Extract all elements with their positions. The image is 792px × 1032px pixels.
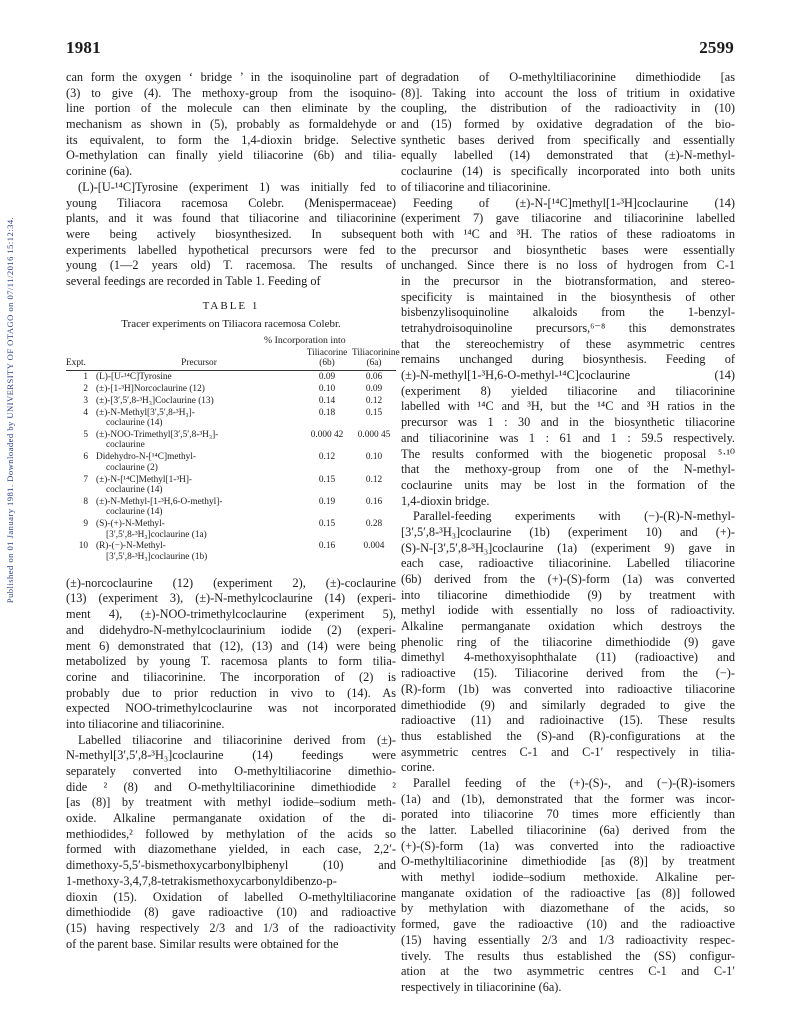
text-line: each case, radioactive tiliacorinine. Labelled tiliacorine: [401, 556, 735, 571]
text-line: probably due to prior reduction in vivo to (14). As: [66, 685, 396, 700]
text-line: and didehydro-N-methylcoclaurinium iodide (2) (experi-: [66, 622, 396, 637]
table-row: [66, 452, 396, 473]
col-header-tiliacorinine: Tiliacorinine: [352, 348, 400, 359]
tiliacorine-value: 0.18: [318, 407, 336, 418]
tiliacorinine-value: 0.09: [365, 383, 383, 394]
paragraph: [401, 776, 735, 996]
expt-cell: 3: [83, 395, 88, 406]
text-line: into tiliacorine dimethiodide (9) by treatment with: [401, 587, 735, 602]
table-row: [66, 384, 396, 394]
tiliacorine-value: 0.000 42: [310, 429, 344, 440]
paragraph: [66, 180, 396, 290]
page-number: 2599: [699, 38, 734, 57]
tiliacorinine-value: 0.12: [365, 395, 383, 406]
table-row: [66, 497, 396, 518]
expt-cell: 1: [83, 371, 88, 382]
download-notice: Published on 01 January 1981. Downloaded by UNIVERSITY OF OTAGO on 07/11/2016 15:12:34.: [5, 216, 16, 604]
text-line: Labelled tiliacorine and tiliacorinine derived from (±)-: [78, 732, 396, 747]
tiliacorinine-value: 0.15: [365, 407, 383, 418]
text-line: remains unchanged during biosynthesis. Feeding of: [401, 352, 735, 367]
col-header-6a: (6a): [366, 358, 382, 369]
paragraph: [66, 576, 396, 733]
expt-cell: 2: [83, 383, 88, 394]
text-line: metabolized by young T. racemosa plants to form tilia-: [66, 654, 396, 669]
text-line: formed, gave the radioactive (10) and the radioactive: [401, 917, 735, 932]
text-line: 1,4-dioxin bridge.: [401, 493, 490, 508]
text-line: coclaurine units may be lost in the formation of the: [401, 477, 735, 492]
table-header-row-2: [66, 358, 396, 368]
tracer-table: [66, 334, 400, 563]
text-line: (1a) and (1b), demonstrated that the former was incor-: [401, 791, 735, 806]
text-line: (15) having essentially 2/3 and 1/3 radioactivity respec-: [401, 932, 735, 947]
text-line: respectively in tiliacorinine (6a).: [401, 979, 562, 994]
text-line: that the stereochemistry of these asymmetric centres: [401, 336, 735, 351]
text-line: dimethiodide (9) and similarly degraded to give the: [401, 697, 735, 712]
text-line: bisbenzylisoquinoline alkaloids from the 1-benzyl-: [401, 305, 735, 320]
table-title: Tracer experiments on Tiliacora racemosa Colebr.: [121, 317, 341, 330]
col-header-expt: Expt.: [66, 358, 86, 369]
tiliacorinine-value: 0.16: [365, 496, 383, 507]
expt-cell: 9: [83, 519, 88, 530]
text-line: oxide. Alkaline permanganate oxidation of the di-: [66, 811, 396, 826]
text-line: into tiliacorine and tiliacorinine.: [66, 716, 225, 731]
text-line: corine.: [401, 760, 435, 775]
text-line: precursor was 1 : 30 and in the biosynthetic tiliacorine: [401, 415, 735, 430]
text-line: equally labelled (14) demonstrated that (±)-N-methyl-: [401, 148, 735, 163]
text-line: (3) to give (4). The methoxy-group from the isoquino-: [66, 85, 396, 100]
text-line: (S)-N-[3′,5′,8-³H₃]coclaurine (1a) (experiment 9) gave in: [401, 540, 735, 555]
text-line: tetrahydroisoquinoline precursors,⁶⁻⁸ this demonstrates: [401, 321, 735, 335]
table-row: [66, 430, 396, 451]
tiliacorinine-value: 0.004: [363, 541, 385, 552]
expt-cell: 7: [83, 474, 88, 485]
text-line: corine and tiliacorinine. The incorporation of (2) is: [66, 669, 396, 684]
precursor-cell: Didehydro-N-[¹⁴C]methyl-: [96, 452, 197, 463]
tiliacorine-value: 0.14: [318, 395, 336, 406]
text-line: (±)-norcoclaurine (12) (experiment 2), (±)-coclaurine: [66, 575, 396, 590]
text-line: mechanism as shown in (5), probably as formaldehyde or: [66, 117, 396, 132]
paragraph: [401, 509, 735, 776]
text-line: were being actively biosynthesized. In subsequent: [66, 226, 396, 241]
text-line: its equivalent, to form the 1,4-dioxin bridge. Selective: [66, 132, 396, 147]
text-line: (6b) derived from the (+)-(S)-form (1a) was converted: [401, 572, 735, 586]
text-line: several feedings are recorded in Table 1. Feeding of: [66, 273, 321, 288]
text-line: unchanged. Since there is no loss of hydrogen from C-1: [401, 258, 735, 273]
text-line: O-methylation can finally yield tiliacorine (6b) and tilia-: [66, 148, 396, 163]
text-line: specificity is maintained in the biosynthesis of other: [401, 289, 735, 304]
col-header-precursor: Precursor: [181, 358, 217, 369]
text-line: (+)-(S)-form (1a) was converted into the radioactive: [401, 838, 735, 853]
precursor-cell: (±)-[3′,5′,8-³H₃]Coclaurine (13): [96, 395, 214, 406]
text-line: radioactive (15). Tiliacorine derived from the (−)-: [401, 666, 735, 681]
tiliacorinine-value: 0.12: [365, 474, 383, 485]
text-line: Feeding of (±)-N-[¹⁴C]methyl[1-³H]coclaurine (14): [413, 195, 735, 210]
expt-cell: 5: [83, 429, 88, 440]
text-line: Alkaline permanganate oxidation which destroys the: [401, 619, 735, 634]
precursor-cell-continued: coclaurine (14): [106, 417, 163, 428]
text-line: both with ¹⁴C and ³H. The ratios of these radioatoms in: [401, 226, 735, 241]
table-row: [66, 519, 396, 540]
text-line: (±)-N-methyl[1-³H,6-O-methyl-¹⁴C]coclaurine (14): [401, 368, 735, 383]
text-line: of tiliacorine and tiliacorinine.: [401, 179, 551, 194]
tiliacorinine-value: 0.06: [365, 371, 383, 382]
text-line: (15) having respectively 2/3 and 1/3 of the radioactivity: [66, 920, 396, 935]
text-line: dimethiodide (8) gave radioactive (10) and radioactive: [66, 905, 396, 920]
precursor-cell-continued: coclaurine (14): [106, 507, 163, 518]
tiliacorine-value: 0.15: [318, 474, 336, 485]
text-line: Parallel feeding of the (+)-(S)-, and (−)-(R)-isomers: [413, 775, 735, 790]
expt-cell: 4: [83, 407, 88, 418]
text-line: O-methyltiliacorinine dimethiodide [as (8)] by treatment: [401, 854, 735, 869]
text-line: and tiliacorinine was 1 : 61 and 1 : 59.5 respectively.: [401, 430, 735, 445]
text-line: (experiment 8) yielded tiliacorine and tiliacorinine: [401, 383, 735, 398]
tiliacorine-value: 0.09: [318, 371, 336, 382]
text-line: phenolic ring of the tiliacorine dimethiodide (9) gave: [401, 634, 735, 649]
text-line: expected NOO-trimethylcoclaurine was not incorporated: [66, 701, 396, 716]
precursor-cell: (±)-N-Methyl-[1-³H,6-O-methyl]-: [96, 496, 223, 507]
text-line: [as (8)] by treatment with methyl iodide–sodium meth-: [66, 795, 396, 810]
precursor-cell: (±)-N-[¹⁴C]Methyl[1-³H]-: [96, 474, 193, 485]
table-row: [66, 408, 396, 429]
tiliacorine-value: 0.19: [318, 496, 336, 507]
table-body: [66, 372, 396, 562]
text-line: in the precursor in the biotransformation, and stereo-: [401, 273, 735, 288]
precursor-cell: (R)-(−)-N-Methyl-: [96, 541, 166, 552]
text-line: the latter. Labelled tiliacorinine (6a) derived from the: [401, 823, 735, 837]
text-line: manganate oxidation of the radioactive [as (8)] followed: [401, 885, 735, 900]
text-line: with methyl iodide–sodium methoxide. Alkaline per-: [401, 870, 735, 885]
table-row: [66, 475, 396, 496]
precursor-cell-continued: coclaurine: [106, 440, 145, 451]
text-line: The results conformed with the biogenetic proposal ⁵·¹⁰: [401, 446, 735, 461]
text-line: asymmetric centres C-1 and C-1′ respectively in tilia-: [401, 744, 735, 759]
text-line: tively. The results thus established the (SS) configur-: [401, 948, 735, 963]
table-row: [66, 396, 396, 406]
text-line: [3′,5′,8-³H₃]coclaurine (1b) (experiment 10) and (+)-: [401, 524, 735, 539]
text-line: thus established the (S)-and (R)-configurations at the: [401, 728, 735, 743]
text-line: (experiment 7) gave tiliacorine and tiliacorinine labelled: [401, 211, 735, 226]
text-line: dimethoxy-5,5′-bismethoxycarbonylbiphenyl (10) and: [66, 858, 396, 873]
text-line: labelled with ¹⁴C and ³H, but the ¹⁴C and ³H ratios in the: [401, 399, 735, 414]
text-line: (13) (experiment 3), (±)-N-methylcoclaurine (14) (experi-: [66, 591, 396, 606]
text-line: by methylation with diazomethane of the acids, so: [401, 901, 735, 916]
text-line: radioactive (11) and radioinactive (15). These results: [401, 713, 735, 728]
text-line: (R)-form (1b) was converted into radioactive tiliacorine: [401, 681, 735, 696]
table-header-row: [66, 348, 400, 359]
tiliacorine-value: 0.16: [318, 541, 336, 552]
tiliacorine-value: 0.15: [318, 519, 336, 530]
text-line: (8)]. Taking into account the loss of tritium in oxidative: [401, 85, 735, 100]
text-line: can form the oxygen ‘ bridge ’ in the isoquinoline part of: [66, 70, 396, 84]
text-line: the precursor and biosynthetic bases were essentially: [401, 242, 735, 257]
text-line: 1-methoxy-3,4,7,8-tetrakismethoxycarbonyldibenzo-p-: [66, 873, 337, 888]
text-line: ation at the two asymmetric centres C-1 and C-1′: [401, 964, 735, 979]
text-line: ment 4), (±)-NOO-trimethylcoclaurine (experiment 5),: [66, 607, 396, 622]
precursor-cell-continued: [3′,5′,8-³H₃]coclaurine (1b): [106, 551, 208, 562]
text-line: Parallel-feeding experiments with (−)-(R)-N-methyl-: [413, 509, 735, 524]
text-line: porated into tiliacorine 70 times more efficiently than: [401, 807, 735, 822]
precursor-cell: (L)-[U-¹⁴C]Tyrosine: [96, 371, 172, 382]
precursor-cell: (±)-NOO-Trimethyl[3′,5′,8-³H₃]-: [96, 429, 219, 440]
text-line: synthetic bases derived from specifically and essentially: [401, 132, 735, 147]
text-line: ment 6) demonstrated that (12), (13) and (14) were being: [66, 638, 396, 653]
table-group-header: % Incorporation into: [264, 334, 346, 346]
left-column: [66, 70, 400, 952]
text-line: young (1—2 years old) T. racemosa. The results of: [66, 258, 396, 273]
right-column: [401, 70, 735, 996]
expt-cell: 8: [83, 496, 88, 507]
text-line: experiments labelled hypothetical precursors were fed to: [66, 242, 396, 257]
text-line: of the parent base. Similar results were obtained for the: [66, 936, 339, 951]
text-line: N-methyl[3′,5′,8-³H₃]coclaurine (14) feedings were: [66, 748, 396, 763]
text-line: formed with diazomethane yielded, in each case, 2,2′-: [66, 842, 396, 857]
text-line: young Tiliacora racemosa Colebr. (Menispermaceae): [66, 195, 396, 210]
expt-cell: 6: [83, 452, 88, 463]
text-line: separately converted into O-methyltiliacorine dimethio-: [66, 764, 396, 778]
precursor-cell: (±)-N-Methyl[3′,5′,8-³H₃]-: [96, 407, 195, 418]
text-line: that the methoxy-group from one of the N-methyl-: [401, 462, 735, 477]
text-line: (L)-[U-¹⁴C]Tyrosine (experiment 1) was initially fed to: [78, 179, 396, 194]
text-line: and (15) formed by oxidative degradation of the bio-: [401, 117, 735, 132]
table-caption: TABLE 1: [202, 299, 260, 312]
tiliacorine-value: 0.12: [318, 452, 336, 463]
text-line: dioxin (15). Oxidation of labelled O-methyltiliacorine: [66, 889, 396, 904]
text-line: methiodides,² followed by methylation of the acids so: [66, 826, 396, 841]
paragraph: [66, 733, 396, 953]
text-line: plants, and it was found that tiliacorine and tiliacorinine: [66, 211, 396, 226]
precursor-cell-continued: [3′,5′,8-³H₃]coclaurine (1a): [106, 529, 207, 540]
text-line: degradation of O-methyltiliacorinine dimethiodide [as: [401, 70, 735, 84]
text-line: dimethyl 4-methoxyisophthalate (11) (radioactive) and: [401, 650, 735, 665]
tiliacorinine-value: 0.10: [365, 452, 383, 463]
table-rule: [66, 370, 396, 371]
text-line: coupling, the distribution of the radioactivity in (10): [401, 101, 735, 116]
precursor-cell: (S)-(+)-N-Methyl-: [96, 519, 165, 530]
col-header-6b: (6b): [319, 358, 335, 369]
text-line: corinine (6a).: [66, 164, 133, 179]
table-row: [66, 372, 396, 382]
text-line: dide ² (8) and O-methyltiliacorinine dimethiodide ²: [66, 779, 396, 794]
precursor-cell: (±)-[1-³H]Norcoclaurine (12): [96, 383, 205, 394]
journal-year: 1981: [66, 38, 101, 57]
text-line: coclaurine (14) is specifically incorporated into both units: [401, 164, 735, 179]
precursor-cell-continued: coclaurine (2): [106, 462, 158, 473]
tiliacorinine-value: 0.28: [365, 519, 383, 530]
paragraph: [401, 70, 735, 196]
col-header-tiliacorine: Tiliacorine: [306, 348, 348, 359]
tiliacorine-value: 0.10: [318, 383, 336, 394]
paragraph: [66, 70, 396, 180]
paragraph: [401, 196, 735, 510]
precursor-cell-continued: coclaurine (14): [106, 484, 163, 495]
text-line: methyl iodide with essentially no loss of radioactivity.: [401, 603, 735, 618]
expt-cell: 10: [78, 541, 88, 552]
table-row: [66, 541, 396, 562]
tiliacorinine-value: 0.000 45: [357, 429, 391, 440]
text-line: line portion of the molecule can then eliminate by the: [66, 101, 396, 116]
